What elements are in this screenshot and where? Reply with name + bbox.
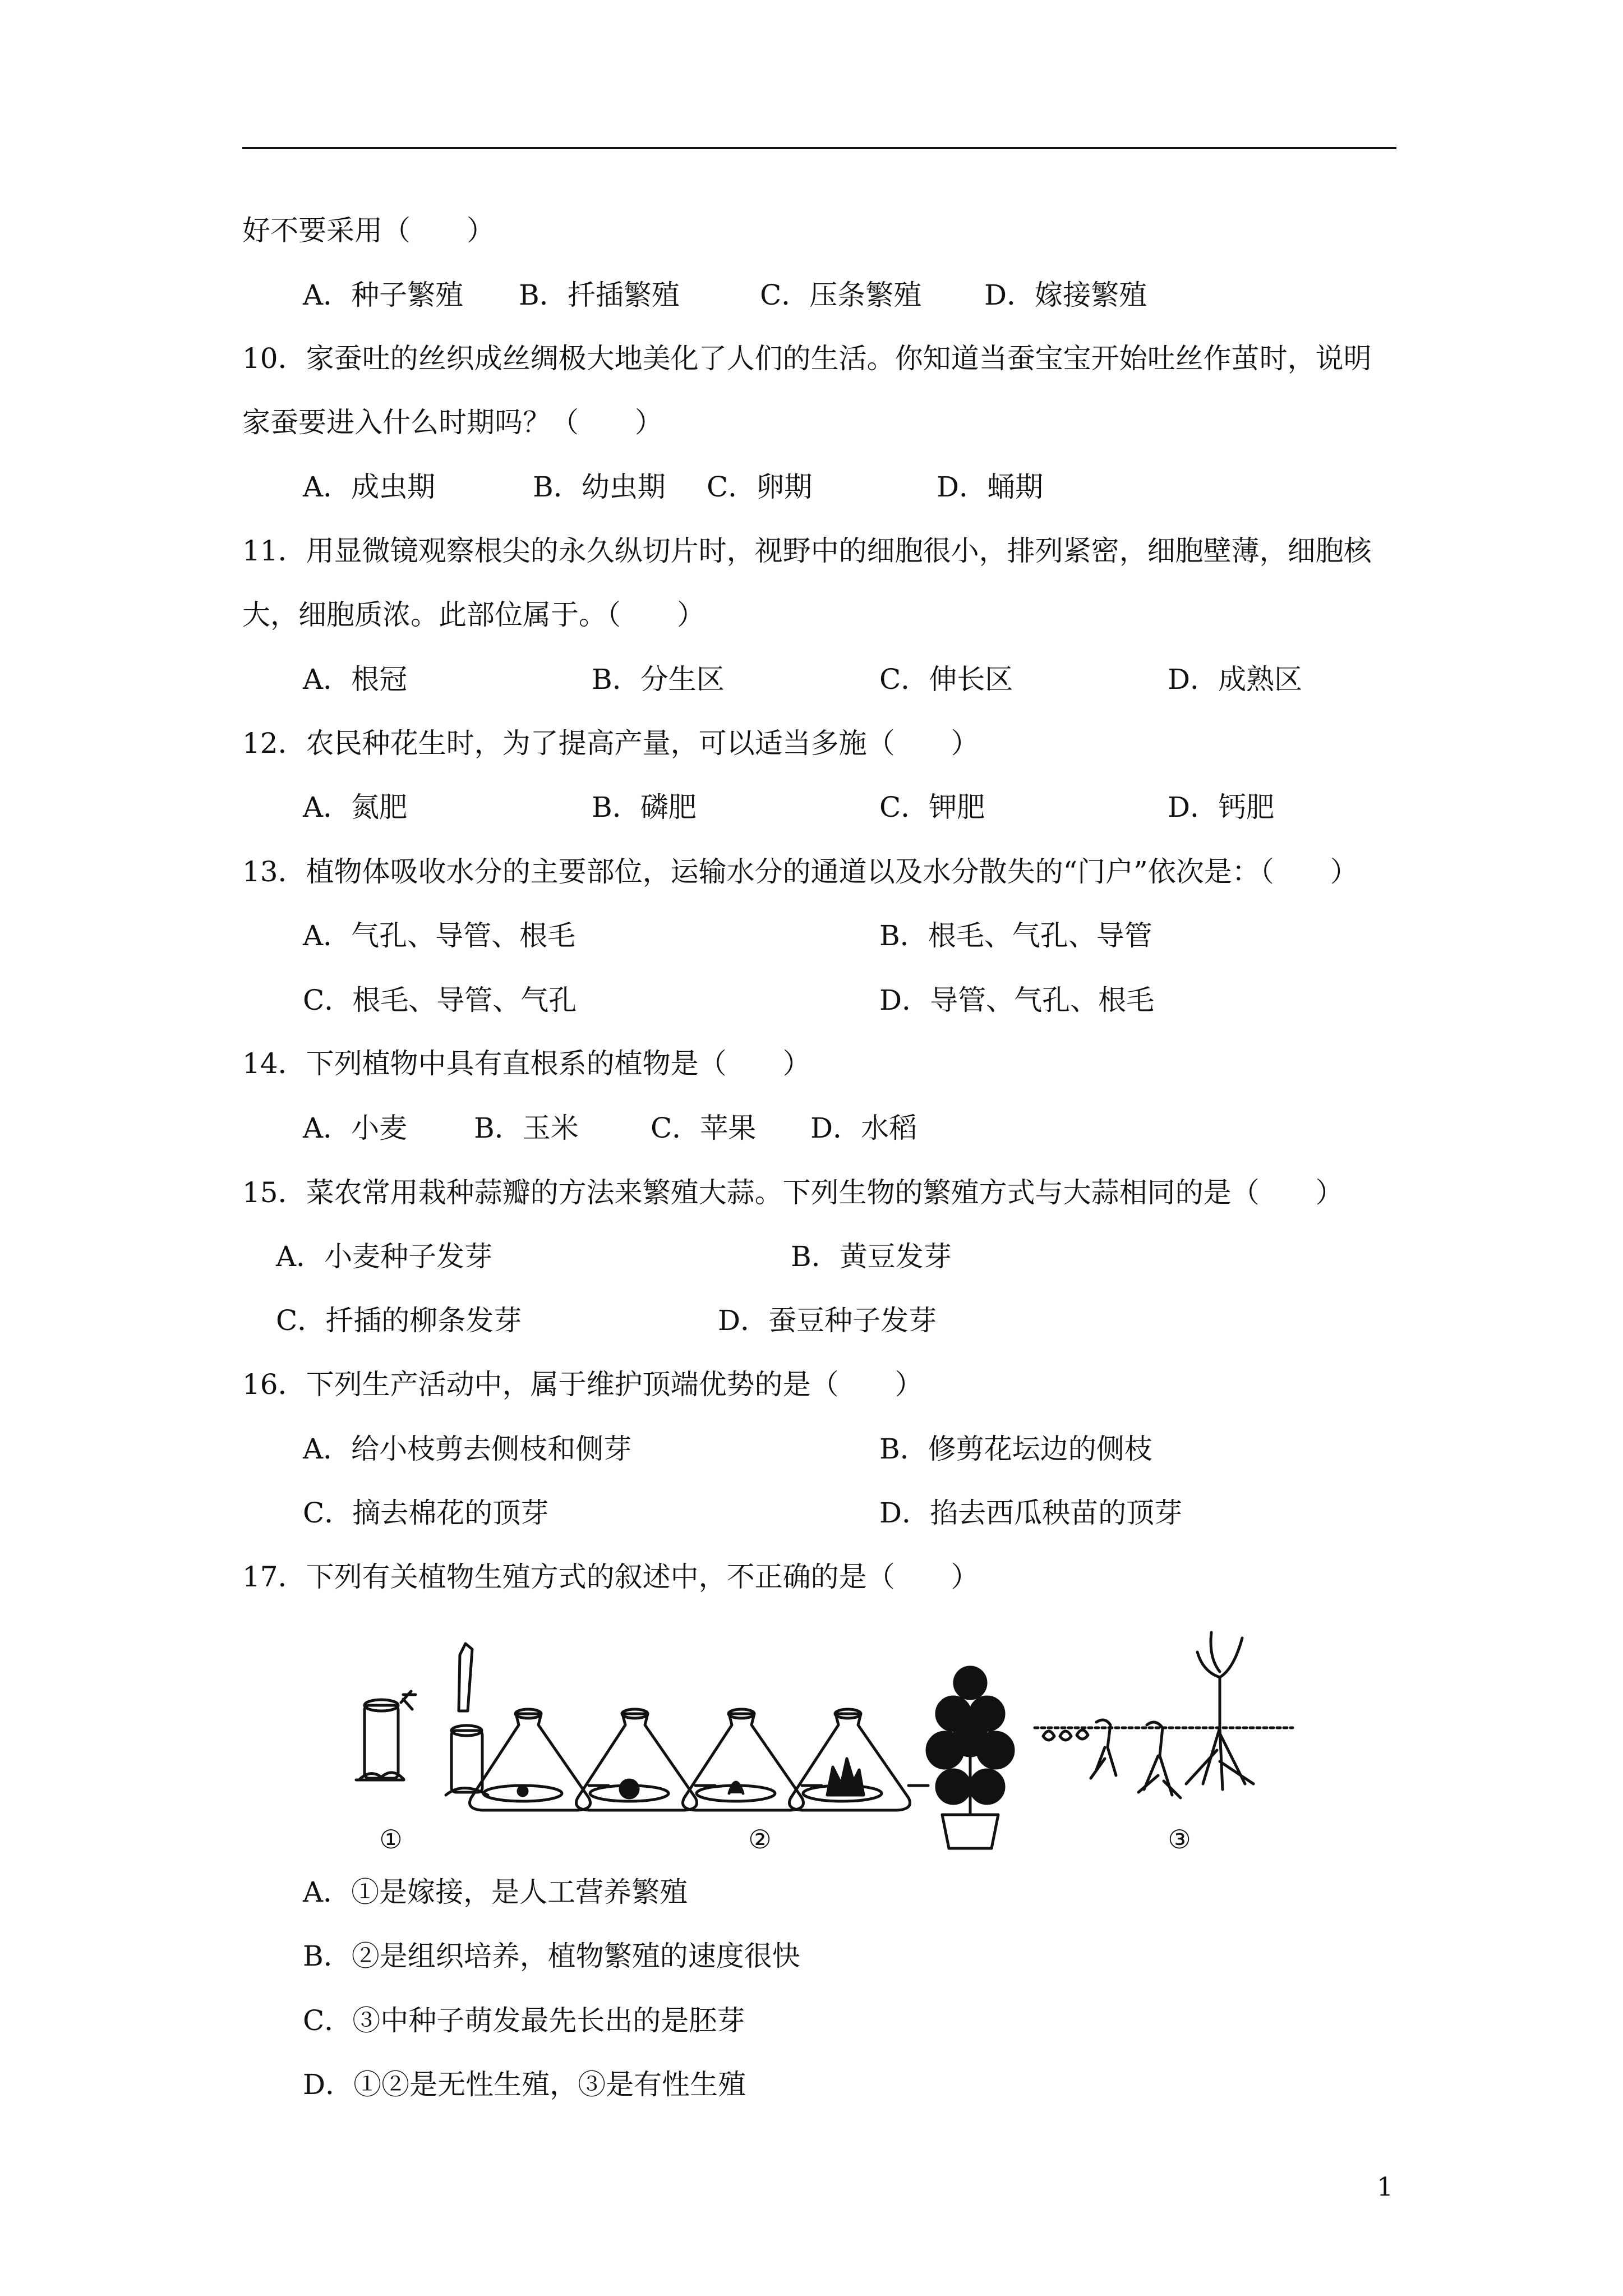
tissue-culture-flask-4 [790, 1709, 910, 1810]
q15-option-a: A．小麦种子发芽 [276, 1240, 493, 1273]
q9-option-b: B．扦插繁殖 [519, 279, 680, 311]
q13-option-c: C．根毛、导管、气孔 [303, 984, 577, 1016]
q10-line2: 家蚕要进入什么时期吗？（ ） [242, 406, 663, 439]
q15-option-d: D．蚕豆种子发芽 [718, 1304, 937, 1337]
plant-reproduction-figure [339, 1630, 1301, 1860]
q11-option-b: B．分生区 [592, 663, 725, 696]
q15-option-b: B．黄豆发芽 [791, 1240, 952, 1273]
q14-option-b: B．玉米 [474, 1112, 579, 1144]
potted-plant [927, 1667, 1013, 1848]
q9-tail: 好不要采用（ ） [242, 214, 495, 247]
q10-option-d: D．蛹期 [937, 471, 1044, 503]
q9-option-a: A．种子繁殖 [303, 279, 464, 311]
q13-option-a: A．气孔、导管、根毛 [303, 919, 576, 952]
q17-option-d: D．①②是无性生殖，③是有性生殖 [303, 2068, 746, 2101]
q10-option-b: B．幼虫期 [533, 471, 666, 503]
grafting-illustration [356, 1644, 488, 1795]
q14-option-d: D．水稻 [810, 1112, 917, 1144]
page-number: 1 [1377, 2171, 1394, 2202]
tissue-culture-flask-2 [577, 1709, 697, 1810]
q16-option-c: C．摘去棉花的顶芽 [303, 1497, 549, 1529]
q10-option-c: C．卵期 [707, 471, 813, 503]
q10-option-a: A．成虫期 [303, 471, 436, 503]
q15-option-c: C．扦插的柳条发芽 [276, 1304, 522, 1337]
q15-line1: 15．菜农常用栽种蒜瓣的方法来繁殖大蒜。下列生物的繁殖方式与大蒜相同的是（ ） [242, 1176, 1344, 1209]
q13-option-d: D．导管、气孔、根毛 [879, 984, 1155, 1016]
q14-line1: 14．下列植物中具有直根系的植物是（ ） [242, 1047, 811, 1080]
q12-option-a: A．氮肥 [303, 791, 408, 823]
q13-line1: 13．植物体吸收水分的主要部位，运输水分的通道以及水分散失的“门户”依次是：（ ） [242, 855, 1358, 888]
seed-germination-illustration [1035, 1632, 1293, 1798]
q12-option-d: D．钙肥 [1168, 791, 1275, 823]
q16-option-d: D．掐去西瓜秧苗的顶芽 [879, 1497, 1183, 1529]
q11-line2: 大，细胞质浓。此部位属于。（ ） [242, 599, 705, 631]
q9-option-d: D．嫁接繁殖 [984, 279, 1147, 311]
q13-option-b: B．根毛、气孔、导管 [879, 919, 1152, 952]
figure-label-1: ① [379, 1824, 403, 1855]
tissue-culture-flask-3 [683, 1709, 804, 1810]
header-rule [242, 147, 1396, 149]
q11-option-a: A．根冠 [303, 663, 408, 696]
q12-option-c: C．钾肥 [879, 791, 985, 823]
q12-line1: 12．农民种花生时，为了提高产量，可以适当多施（ ） [242, 727, 979, 760]
q16-option-a: A．给小枝剪去侧枝和侧芽 [303, 1433, 632, 1465]
figure-label-3: ③ [1168, 1824, 1191, 1855]
q11-option-d: D．成熟区 [1168, 663, 1303, 696]
q12-option-b: B．磷肥 [592, 791, 697, 823]
q17-option-b: B．②是组织培养，植物繁殖的速度很快 [303, 1940, 800, 1972]
q14-option-a: A．小麦 [303, 1112, 408, 1144]
q11-option-c: C．伸长区 [879, 663, 1013, 696]
q17-option-a: A．①是嫁接，是人工营养繁殖 [303, 1876, 688, 1908]
q9-option-c: C．压条繁殖 [760, 279, 922, 311]
q17-line1: 17．下列有关植物生殖方式的叙述中，不正确的是（ ） [242, 1561, 979, 1593]
q16-option-b: B．修剪花坛边的侧枝 [879, 1433, 1152, 1465]
q16-line1: 16．下列生产活动中，属于维护顶端优势的是（ ） [242, 1368, 923, 1401]
q11-line1: 11．用显微镜观察根尖的永久纵切片时，视野中的细胞很小，排列紧密，细胞壁薄，细胞核 [242, 535, 1372, 567]
q14-option-c: C．苹果 [651, 1112, 757, 1144]
q10-line1: 10．家蚕吐的丝织成丝绸极大地美化了人们的生活。你知道当蚕宝宝开始吐丝作茧时，说明 [242, 342, 1372, 375]
q17-option-c: C．③中种子萌发最先长出的是胚芽 [303, 2004, 745, 2037]
figure-label-2: ② [748, 1824, 772, 1855]
